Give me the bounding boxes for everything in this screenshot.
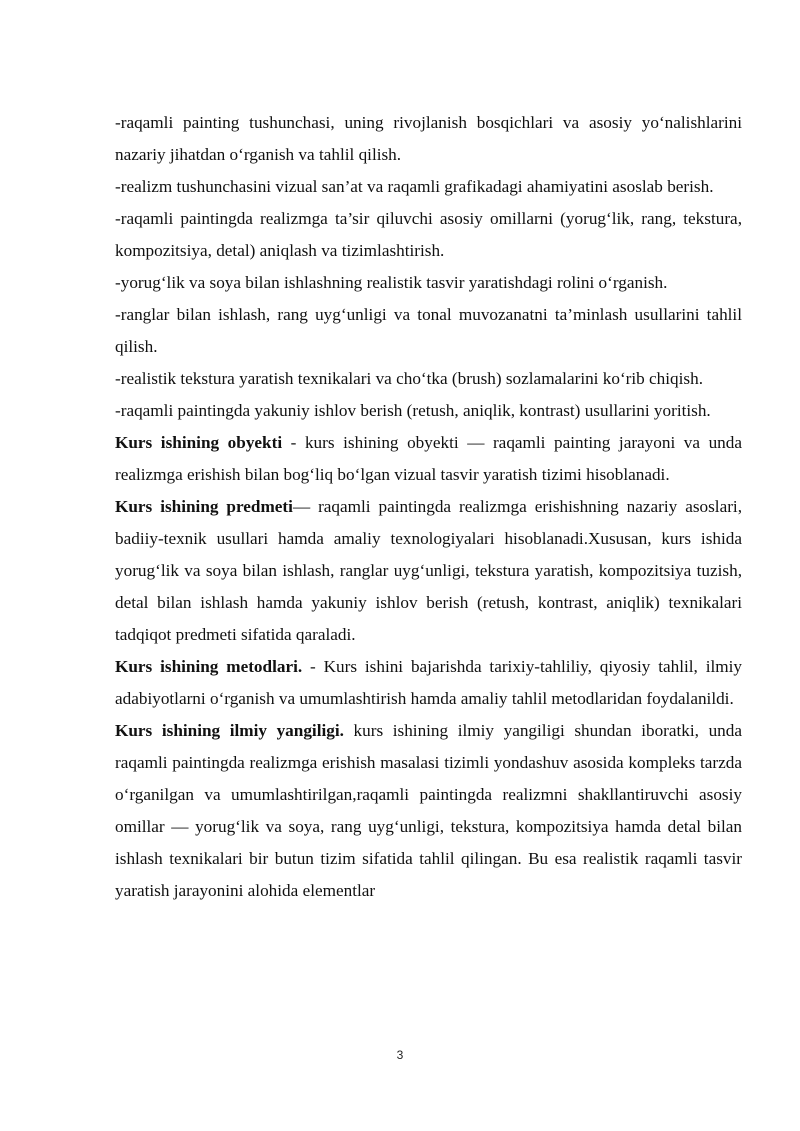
objective-paragraph: -ranglar bilan ishlash, rang uyg‘unligi va tonal muvozanatni ta’minlash usullarini tahlil qilish. <box>115 305 742 356</box>
page-body <box>115 107 742 907</box>
objective-paragraph: -raqamli painting tushunchasi, uning rivojlanish bosqichlari va asosiy yo‘nalishlarini nazariy jihatdan o‘rganish va tahlil qilish. <box>115 113 742 164</box>
object-heading: Kurs ishining obyekti <box>115 433 283 452</box>
page-number: 3 <box>396 1048 404 1062</box>
methods-text: - Kurs ishini bajarishda tarixiy-tahliliy, qiyosiy tahlil, ilmiy adabiyotlarni o‘rganish va umumlashtirish hamda amaliy tahlil metodlaridan foydalanildi. <box>115 657 743 708</box>
methods-heading: Kurs ishining metodlari. <box>115 657 303 676</box>
object-text: - kurs ishining obyekti — raqamli painting jarayoni va unda realizmga erishish bilan bog‘liq bo‘lgan vizual tasvir yaratish tizimi hisoblanadi. <box>115 433 742 484</box>
novelty-heading: Kurs ishining ilmiy yangiligi. <box>115 721 344 740</box>
objective-paragraph: -raqamli paintingda realizmga ta’sir qiluvchi asosiy omillarni (yorug‘lik, rang, tekstura, kompozitsiya, detal) aniqlash va tizimlashtirish. <box>115 209 742 260</box>
methods-paragraph <box>115 651 742 715</box>
objective-paragraph: -raqamli paintingda yakuniy ishlov berish (retush, aniqlik, kontrast) usullarini yoritish. <box>115 401 711 420</box>
novelty-text: kurs ishining ilmiy yangiligi shundan iboratki, unda raqamli paintingda realizmga erishish masalasi tizimli yondashuv asosida kompleks tarzda o‘rganilgan va umumlashtirilgan,raqamli paintingda realizmni shakllantiruvchi asosiy omillar — yorug‘lik va soya, rang uyg‘unligi, tekstura, kompozitsiya hamda detal bilan ishlash texnikalari bir butun tizim sifatida tahlil qilingan. Bu esa realistik raqamli tasvir yaratish jarayonini alohida elementlar <box>115 721 742 900</box>
objective-paragraph: -yorug‘lik va soya bilan ishlashning realistik tasvir yaratishdagi rolini o‘rganish. <box>115 273 668 292</box>
subject-text: — raqamli paintingda realizmga erishishning nazariy asoslari, badiiy-texnik usullari hamda amaliy texnologiyalari hisoblanadi.Xususan, kurs ishida yorug‘lik va soya bilan ishlash, ranglar uyg‘unligi, tekstura yaratish, kompozitsiya tuzish, detal bilan ishlash hamda yakuniy ishlov berish (retush, kontrast, aniqlik) texnikalari tadqiqot predmeti sifatida qaraladi. <box>115 497 742 644</box>
objective-paragraph: -realistik tekstura yaratish texnikalari va cho‘tka (brush) sozlamalarini ko‘rib chiqish. <box>115 369 704 388</box>
objective-paragraph: -realizm tushunchasini vizual san’at va raqamli grafikadagi ahamiyatini asoslab berish. <box>115 177 714 196</box>
subject-heading: Kurs ishining predmeti <box>115 497 293 516</box>
novelty-paragraph <box>115 715 742 907</box>
object-paragraph <box>115 427 742 491</box>
subject-paragraph <box>115 491 742 651</box>
